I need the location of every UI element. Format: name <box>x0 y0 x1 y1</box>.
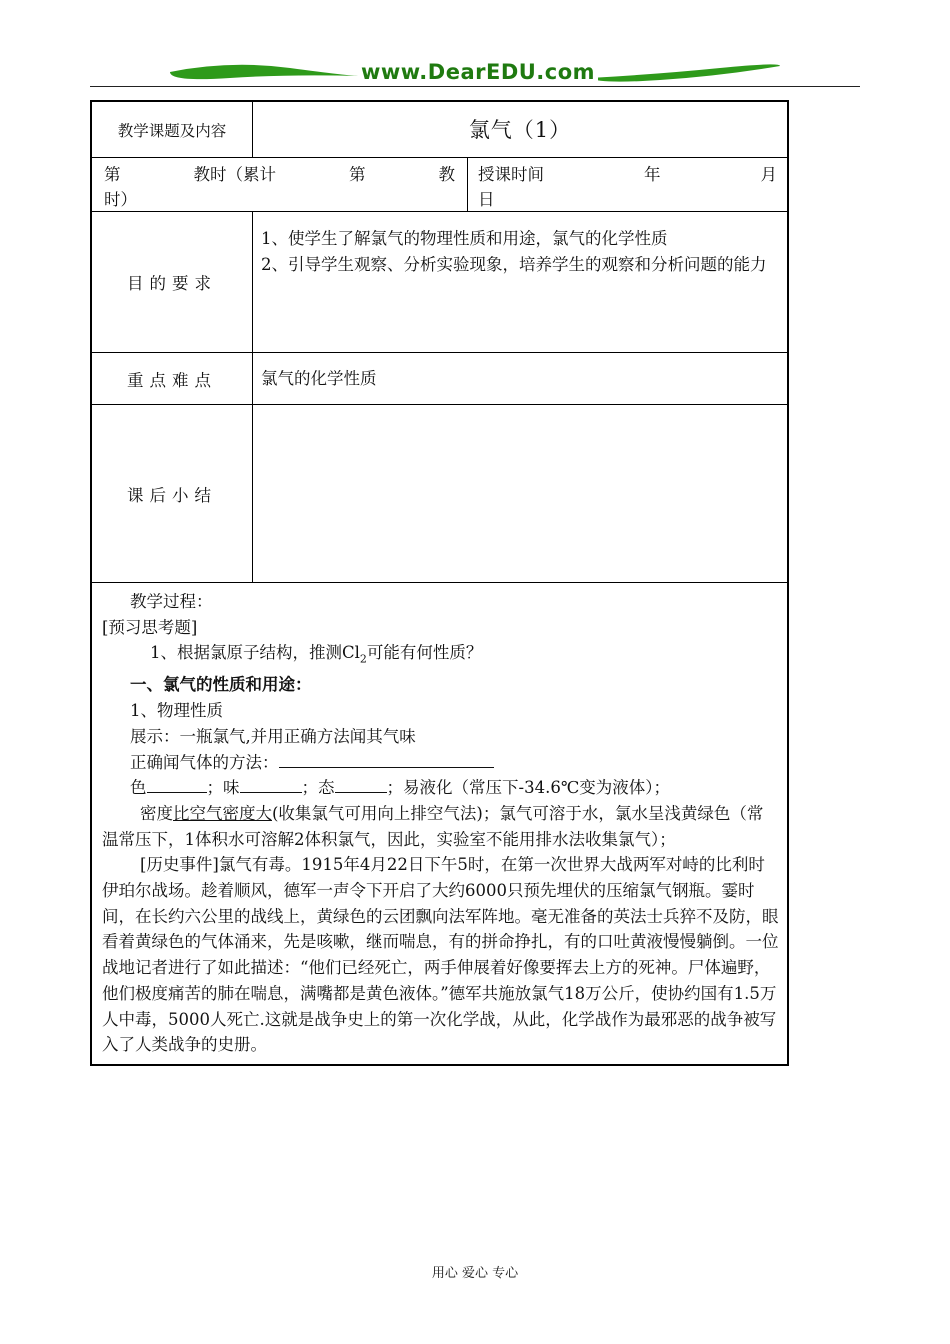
topic-label: 教学课题及内容 <box>92 102 253 157</box>
objectives-label: 目的要求 <box>92 212 253 352</box>
period-word-3: 第 <box>349 165 366 184</box>
lesson-title: 氯气（1） <box>468 117 572 142</box>
right-swoosh-icon <box>590 56 780 86</box>
period-word-4: 教 <box>438 165 455 184</box>
objective-item: 1、使学生了解氯气的物理性质和用途，氯气的化学性质 <box>261 229 668 248</box>
preview-label: [预习思考题] <box>102 617 198 637</box>
keypoints-row <box>92 353 787 405</box>
date-month: 月 <box>760 165 777 184</box>
history-paragraph: [历史事件]氯气有毒。1915年4月22日下午5时，在第一次世界大战两军对峙的比利时伊珀尔战场。趁着顺风，德军一声令下开启了大约6000只预先埋伏的压缩氯气钢瓶。霎时间，在长约六公里的战线上，黄绿色的云团飘向法军阵地。毫无准备的英法士兵猝不及防，眼看着黄绿色的气体涌来，先是咳嗽，继而喘息，有的拼命挣扎，有的口吐黄液慢慢躺倒。一位战地记者进行了如此描述：“他们已经死亡，两手伸展着好像要挥去上方的死神。尸体遍野，他们极度痛苦的肺在喘息，满嘴都是黄色液体。”德军共施放氯气18万公斤，使协约国有1.5万人中毒，5000人死亡.这就是战争史上的第一次化学战，从此，化学战作为最邪恶的战争被写入了人类战争的史册。 <box>102 855 779 1055</box>
date-day: 日 <box>478 190 495 209</box>
teaching-process <box>92 583 787 1064</box>
date-cell <box>468 158 787 211</box>
date-year: 年 <box>644 165 661 184</box>
site-logo-text: www.DearEDU.com <box>358 60 598 84</box>
answer-blank <box>240 775 302 793</box>
page-header <box>90 56 860 96</box>
smell-method: 正确闻气体的方法： <box>102 750 779 776</box>
period-cell <box>92 158 468 211</box>
demo-text: 展示：一瓶氯气,并用正确方法闻其气味 <box>130 726 416 746</box>
objectives-row <box>92 212 787 353</box>
period-word-2: 教时（累计 <box>193 165 276 184</box>
process-label: 教学过程： <box>130 592 213 611</box>
summary-content <box>253 405 787 582</box>
density-paragraph: 密度比空气密度大(收集氯气可用向上排空气法)；氯气可溶于水，氯水呈浅黄绿色（常温常压下，1体积水可溶解2体积氯气，因此，实验室不能用排水法收集氯气）； <box>102 803 764 849</box>
page-footer: 用心 爱心 专心 <box>431 1266 519 1281</box>
schedule-row <box>92 158 787 212</box>
period-line2: 时） <box>104 190 137 209</box>
objectives-content <box>253 212 787 352</box>
keypoints-label: 重点难点 <box>92 353 253 404</box>
lesson-plan-table <box>90 100 789 1066</box>
subsection-heading: 1、物理性质 <box>130 701 223 721</box>
summary-row <box>92 405 787 583</box>
summary-label: 课后小结 <box>92 405 253 582</box>
topic-row <box>92 102 787 158</box>
objective-item: 2、引导学生观察、分析实验现象，培养学生的观察和分析问题的能力 <box>261 255 767 274</box>
period-word-1: 第 <box>104 165 121 184</box>
left-swoosh-icon <box>170 56 360 86</box>
answer-blank <box>279 750 494 768</box>
header-rule <box>90 86 860 87</box>
section-heading: 一、氯气的性质和用途： <box>130 675 312 695</box>
answer-blank <box>147 775 207 793</box>
question-1: 1、根据氯原子结构，推测$Cl_2$可能有何性质？ <box>150 643 483 666</box>
date-label: 授课时间 <box>478 165 544 184</box>
answer-blank <box>335 775 387 793</box>
keypoints-content: 氯气的化学性质 <box>261 368 377 388</box>
physical-properties: 色 ；味 ；态 ；易液化（常压下-34.6℃变为液体）； <box>102 775 779 801</box>
